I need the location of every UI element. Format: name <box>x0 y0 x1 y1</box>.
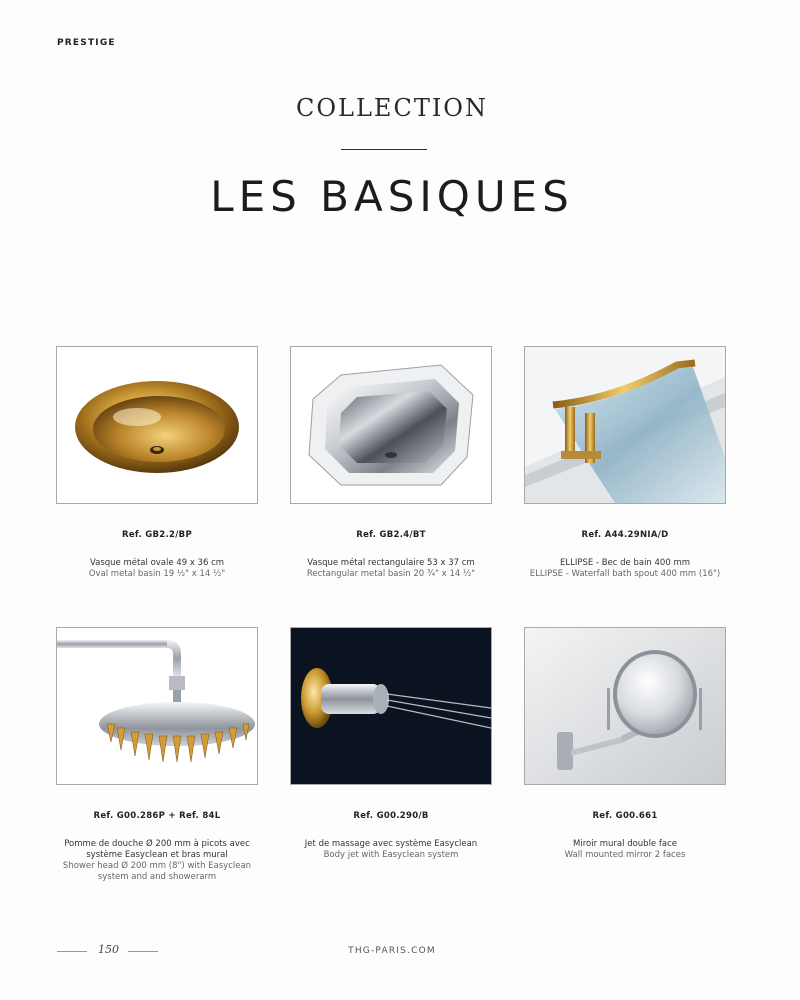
product-card[interactable] <box>290 346 492 580</box>
product-card[interactable] <box>56 627 258 883</box>
product-card[interactable] <box>290 627 492 861</box>
product-card[interactable] <box>524 627 726 861</box>
product-description-en: Body jet with Easyclean system <box>323 850 459 860</box>
product-ref: Ref. G00.286P + Ref. 84L <box>93 811 221 821</box>
title-divider <box>341 149 427 150</box>
collection-heading: COLLECTION <box>296 94 488 122</box>
product-image-shower-head <box>56 627 258 785</box>
product-description-fr: ELLIPSE - Bec de bain 400 mm <box>559 558 690 568</box>
product-description-en: Rectangular metal basin 20 ¾" x 14 ½" <box>306 569 476 579</box>
product-card[interactable] <box>524 346 726 580</box>
product-ref: Ref. GB2.2/BP <box>122 530 192 540</box>
product-ref: Ref. G00.661 <box>592 811 658 821</box>
product-card[interactable] <box>56 346 258 580</box>
product-description-fr: Jet de massage avec système Easyclean <box>304 839 478 849</box>
page-title: LES BASIQUES <box>210 172 574 221</box>
product-image-octagonal-chrome-basin <box>290 346 492 504</box>
product-image-oval-gold-basin <box>56 346 258 504</box>
product-description-fr: Miroir mural double face <box>573 839 677 849</box>
product-description-en: Shower head Ø 200 mm (8") with Easyclean system and and showerarm <box>62 861 252 882</box>
section-label: PRESTIGE <box>57 38 116 48</box>
product-description-fr: Vasque métal ovale 49 x 36 cm <box>89 558 225 568</box>
site-link[interactable]: THG-PARIS.COM <box>348 946 436 956</box>
product-description-fr: Pomme de douche Ø 200 mm à picots avec système Easyclean et bras mural <box>64 839 250 860</box>
product-ref: Ref. A44.29NIA/D <box>581 530 669 540</box>
product-image-waterfall-bath-spout <box>524 346 726 504</box>
product-image-wall-mirror <box>524 627 726 785</box>
product-ref: Ref. G00.290/B <box>353 811 429 821</box>
product-description-en: Wall mounted mirror 2 faces <box>564 850 686 860</box>
page-number: 150 <box>98 943 119 956</box>
product-description-en: Oval metal basin 19 ½" x 14 ½" <box>88 569 226 579</box>
product-description-en: ELLIPSE - Waterfall bath spout 400 mm (16") <box>529 569 721 579</box>
product-description-fr: Vasque métal rectangulaire 53 x 37 cm <box>307 558 475 568</box>
product-ref: Ref. GB2.4/BT <box>356 530 426 540</box>
product-image-body-jet <box>290 627 492 785</box>
